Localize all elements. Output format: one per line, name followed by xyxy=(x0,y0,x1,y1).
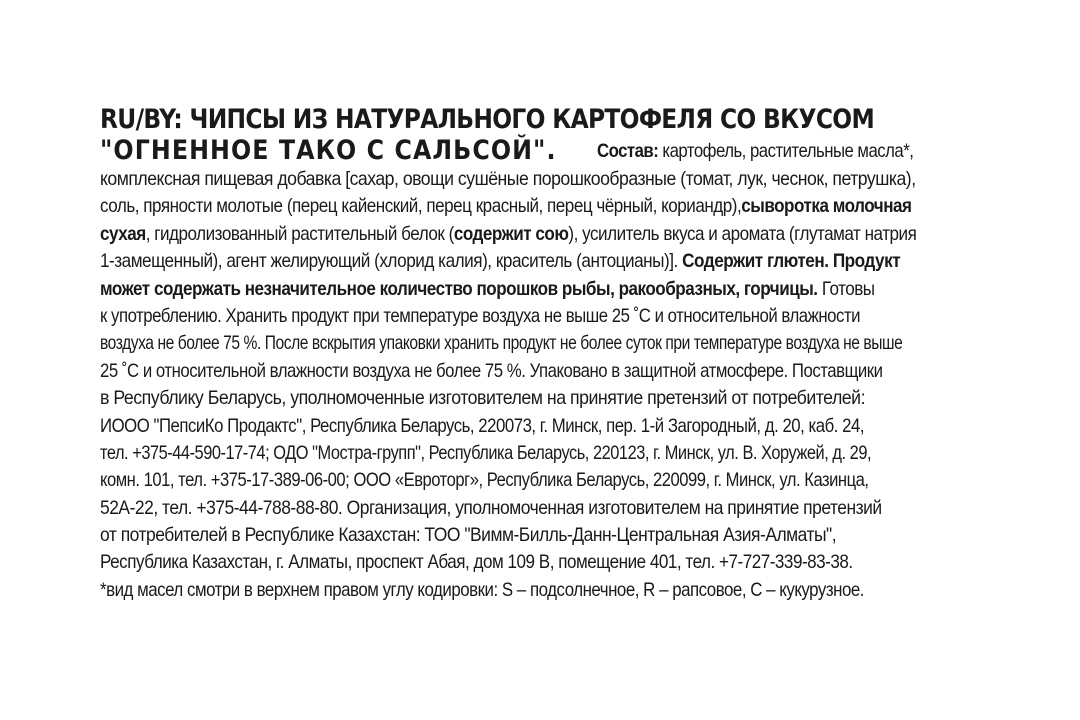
oil-type-footnote: *вид масел смотри в верхнем правом углу кодировки: S – подсолнечное, R – рапсовое, C – кукурузное. xyxy=(100,578,864,601)
label-line-5: может содержать незначительное количество порошков рыбы, ракообразных, горчицы. Готовы xyxy=(100,277,875,300)
label-line-3: сухая, гидролизованный растительный белок (содержит сою), усилитель вкуса и аромата (глутамат натрия xyxy=(100,222,917,245)
label-line-13: 52А-22, тел. +375-44-788-88-80. Организация, уполномоченная изготовителем на принятие претензий xyxy=(100,496,882,519)
label-line-14: от потребителей в Республике Казахстан: ТОО "Вимм-Билль-Данн-Центральная Азия-Алматы", xyxy=(100,524,837,547)
label-line-15: Республика Казахстан, г. Алматы, проспект Абая, дом 109 В, помещение 401, тел. +7-727-339-83-38. xyxy=(100,551,853,574)
product-name: "ОГНЕННОЕ ТАКО С САЛЬСОЙ". xyxy=(100,135,557,166)
label-title-line-1: RU/BY: ЧИПСЫ ИЗ НАТУРАЛЬНОГО КАРТОФЕЛЯ СО ВКУСОМ xyxy=(100,104,875,135)
label-line-12: комн. 101, тел. +375-17-389-06-00; ООО «Евроторг», Республика Беларусь, 220099, г. Минск, ул. Казинца, xyxy=(100,469,869,492)
label-line-11: тел. +375-44-590-17-74; ОДО "Мостра-групп", Республика Беларусь, 220123, г. Минск, ул. В. Хоружей, д. 29, xyxy=(100,441,872,464)
composition-intro xyxy=(597,137,913,165)
allergen-whey-dry: сухая xyxy=(100,222,146,245)
label-line-10: ИООО "ПепсиКо Продактс", Республика Беларусь, 220073, г. Минск, пер. 1-й Загородный, д. 20, каб. 24, xyxy=(100,414,865,437)
composition-label: Состав: xyxy=(597,140,659,162)
allergen-traces: может содержать незначительное количество порошков рыбы, ракообразных, горчицы. xyxy=(100,277,818,300)
label-line-4: 1-замещенный), агент желирующий (хлорид калия), краситель (антоцианы)]. Содержит глютен. Продукт xyxy=(100,250,901,273)
label-title-line-2 xyxy=(100,135,952,166)
label-line-8: 25 ˚С и относительной влажности воздуха не более 75 %. Упаковано в защитной атмосфере. Поставщики xyxy=(100,359,883,382)
label-line-6: к употреблению. Хранить продукт при температуре воздуха не выше 25 ˚С и относительной влажности xyxy=(100,304,861,327)
label-line-7: воздуха не более 75 %. После вскрытия упаковки хранить продукт не более суток при температуре воздуха не выше xyxy=(100,332,903,355)
label-line-2: соль, пряности молотые (перец кайенский, перец красный, перец чёрный, кориандр),сыворотка молочная xyxy=(100,195,912,218)
composition-start: картофель, растительные масла*, xyxy=(658,140,914,162)
label-line-9: в Республику Беларусь, уполномоченные изготовителем на принятие претензий от потребителей: xyxy=(100,387,866,410)
allergen-whey: сыворотка молочная xyxy=(741,195,912,218)
product-label-text xyxy=(100,104,952,604)
allergen-soy: содержит сою xyxy=(453,222,569,245)
allergen-gluten: Содержит глютен. Продукт xyxy=(682,250,901,273)
label-line-1: комплексная пищевая добавка [сахар, овощи сушёные порошкообразные (томат, лук, чеснок, петрушка), xyxy=(100,168,916,190)
